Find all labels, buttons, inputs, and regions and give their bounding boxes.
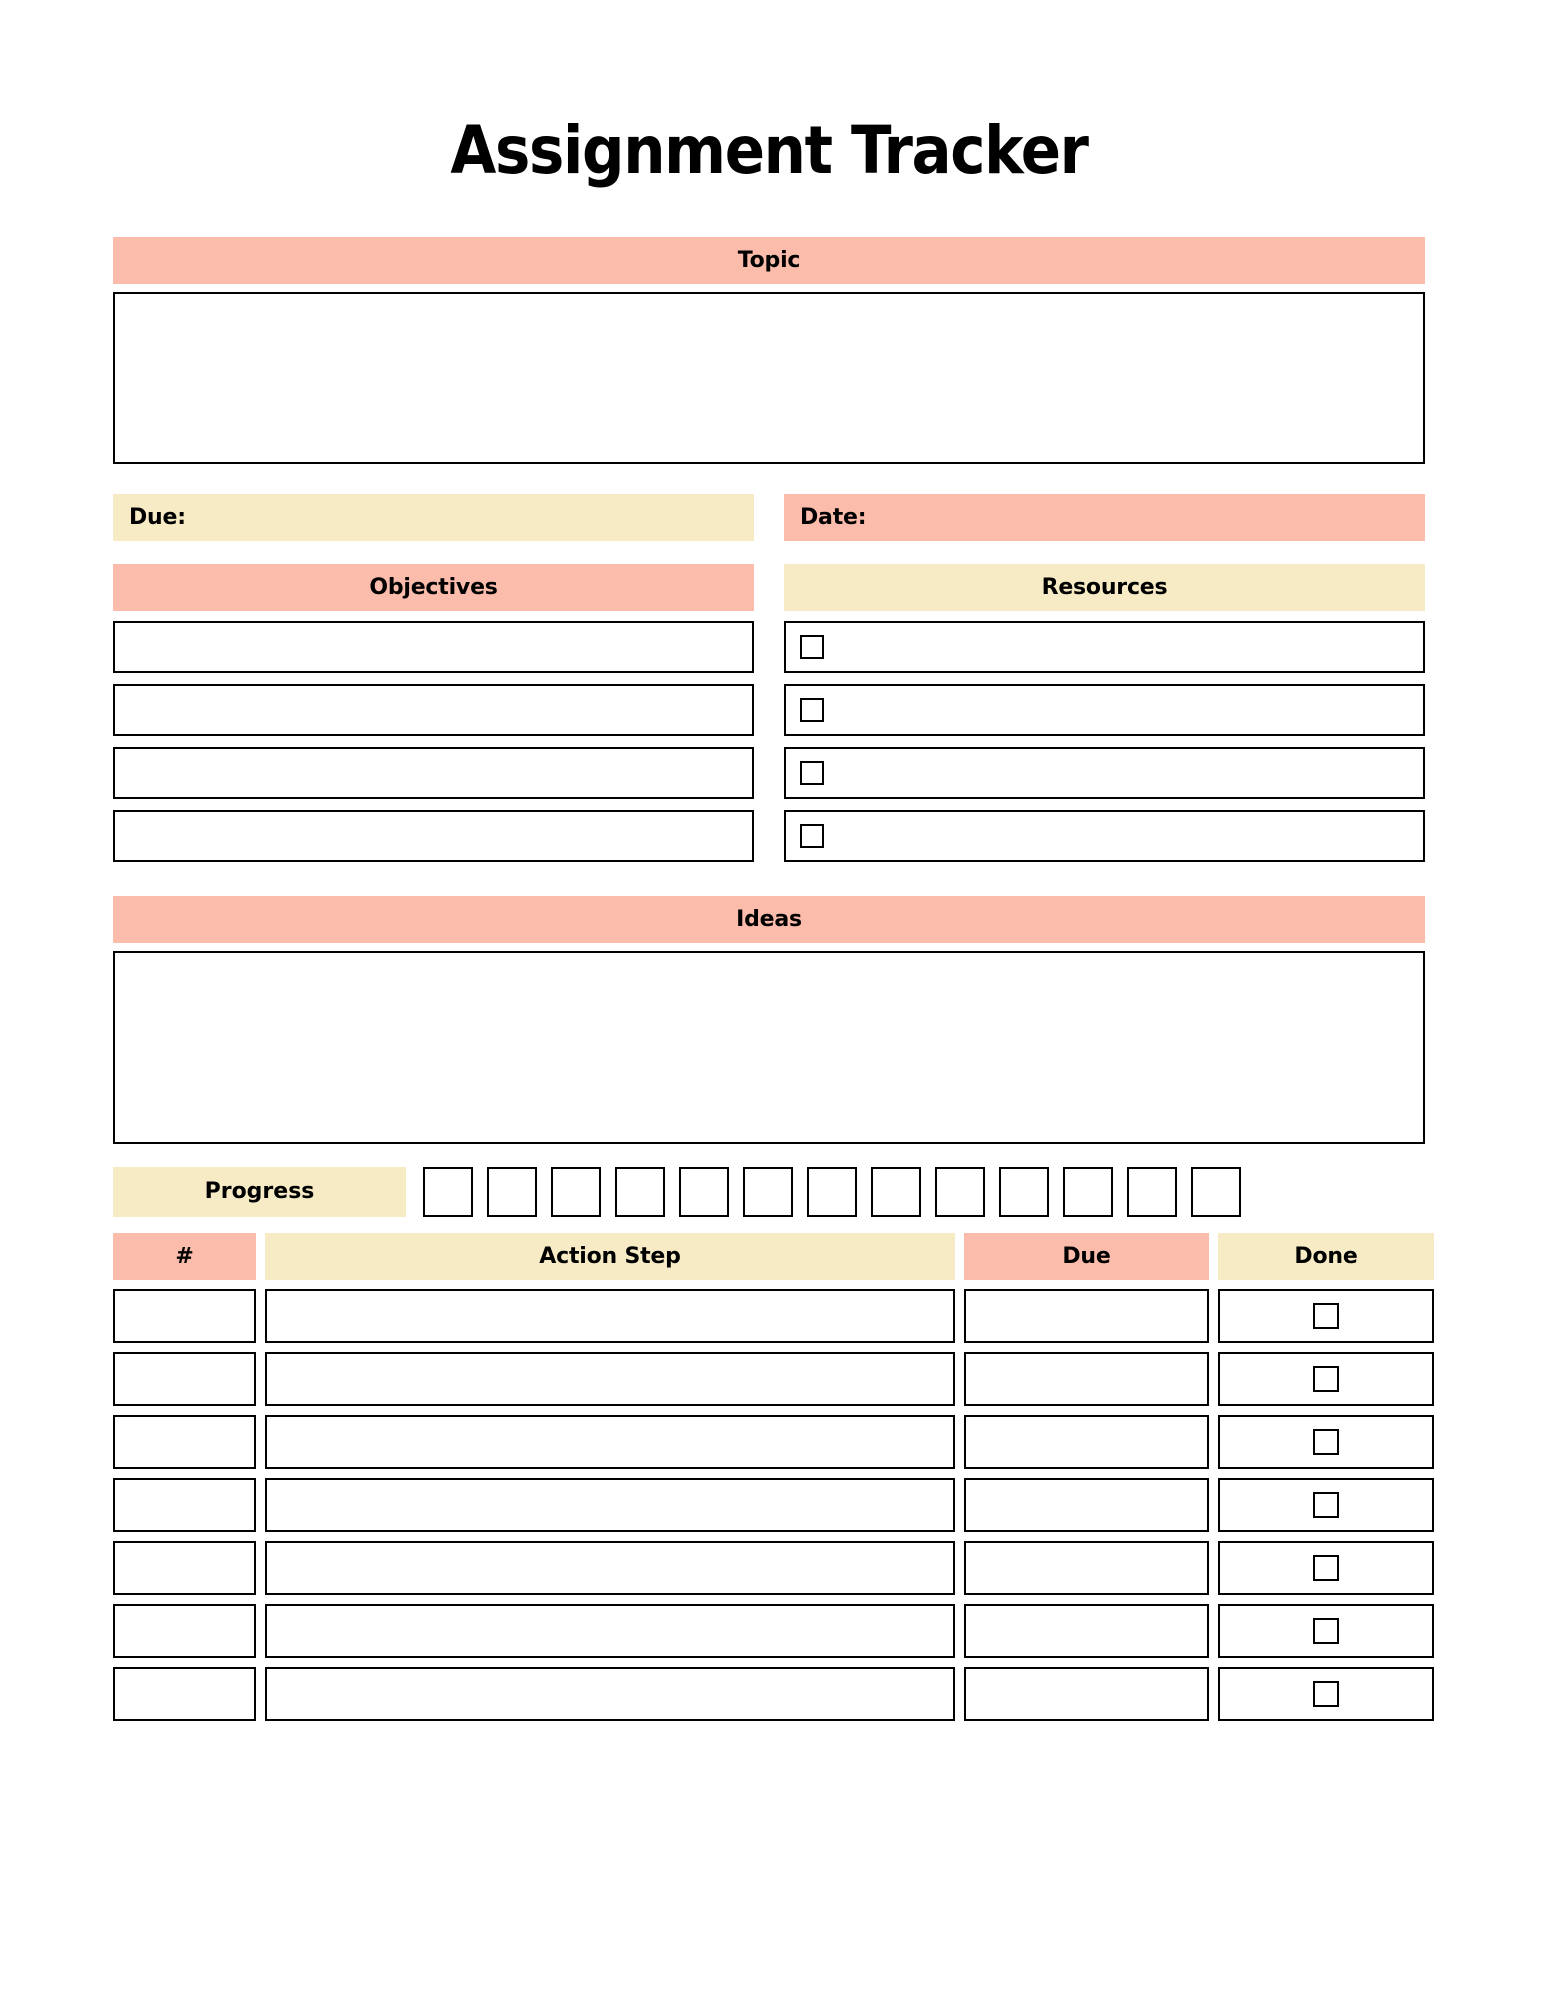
objectives-section-header: Objectives [113, 564, 754, 611]
row-6-due-cell[interactable] [964, 1604, 1209, 1658]
column-header-done: Done [1218, 1233, 1434, 1280]
checkbox-icon[interactable] [1313, 1366, 1339, 1392]
page-title: Assignment Tracker [450, 112, 1088, 189]
resource-row-4[interactable] [784, 810, 1425, 862]
progress-checkbox-4[interactable] [615, 1167, 665, 1217]
due-field[interactable]: Due: [113, 494, 754, 541]
checkbox-icon[interactable] [800, 761, 824, 785]
progress-label: Progress [113, 1167, 406, 1217]
objective-input-4[interactable] [113, 810, 754, 862]
row-2-done-cell[interactable] [1218, 1352, 1434, 1406]
progress-checkbox-group [423, 1167, 1241, 1217]
row-4-step-cell[interactable] [265, 1478, 955, 1532]
resources-list [784, 621, 1425, 873]
resource-row-2[interactable] [784, 684, 1425, 736]
row-1-number-cell[interactable] [113, 1289, 256, 1343]
row-6-step-cell[interactable] [265, 1604, 955, 1658]
row-5-done-cell[interactable] [1218, 1541, 1434, 1595]
column-header-due: Due [964, 1233, 1209, 1280]
progress-checkbox-9[interactable] [935, 1167, 985, 1217]
row-7-step-cell[interactable] [265, 1667, 955, 1721]
action-step-table [113, 1233, 1425, 1721]
row-5-due-cell[interactable] [964, 1541, 1209, 1595]
row-7-number-cell[interactable] [113, 1667, 256, 1721]
checkbox-icon[interactable] [1313, 1303, 1339, 1329]
table-header-row [113, 1233, 1425, 1280]
table-row [113, 1604, 1425, 1658]
progress-checkbox-12[interactable] [1127, 1167, 1177, 1217]
checkbox-icon[interactable] [800, 698, 824, 722]
resource-row-1[interactable] [784, 621, 1425, 673]
table-row [113, 1667, 1425, 1721]
checkbox-icon[interactable] [800, 635, 824, 659]
column-header-number: # [113, 1233, 256, 1280]
progress-checkbox-1[interactable] [423, 1167, 473, 1217]
row-7-due-cell[interactable] [964, 1667, 1209, 1721]
topic-section-header: Topic [113, 237, 1425, 284]
objective-input-3[interactable] [113, 747, 754, 799]
worksheet-content [113, 0, 1425, 1730]
row-6-done-cell[interactable] [1218, 1604, 1434, 1658]
checkbox-icon[interactable] [1313, 1429, 1339, 1455]
progress-checkbox-6[interactable] [743, 1167, 793, 1217]
row-1-step-cell[interactable] [265, 1289, 955, 1343]
due-date-row [113, 494, 1425, 541]
date-field[interactable]: Date: [784, 494, 1425, 541]
column-header-action-step: Action Step [265, 1233, 955, 1280]
objective-input-2[interactable] [113, 684, 754, 736]
objectives-resources-header-row [113, 564, 1425, 611]
progress-checkbox-11[interactable] [1063, 1167, 1113, 1217]
progress-checkbox-3[interactable] [551, 1167, 601, 1217]
table-row [113, 1478, 1425, 1532]
progress-checkbox-7[interactable] [807, 1167, 857, 1217]
row-2-step-cell[interactable] [265, 1352, 955, 1406]
row-3-step-cell[interactable] [265, 1415, 955, 1469]
row-4-number-cell[interactable] [113, 1478, 256, 1532]
resource-row-3[interactable] [784, 747, 1425, 799]
resources-column-header-wrap [784, 564, 1425, 611]
row-2-number-cell[interactable] [113, 1352, 256, 1406]
table-row [113, 1541, 1425, 1595]
ideas-section-header: Ideas [113, 896, 1425, 943]
checkbox-icon[interactable] [800, 824, 824, 848]
objectives-resources-body-row [113, 621, 1425, 873]
progress-checkbox-5[interactable] [679, 1167, 729, 1217]
progress-checkbox-2[interactable] [487, 1167, 537, 1217]
row-3-due-cell[interactable] [964, 1415, 1209, 1469]
progress-checkbox-10[interactable] [999, 1167, 1049, 1217]
row-1-due-cell[interactable] [964, 1289, 1209, 1343]
table-row [113, 1352, 1425, 1406]
row-3-number-cell[interactable] [113, 1415, 256, 1469]
progress-checkbox-8[interactable] [871, 1167, 921, 1217]
table-row [113, 1415, 1425, 1469]
checkbox-icon[interactable] [1313, 1618, 1339, 1644]
checkbox-icon[interactable] [1313, 1492, 1339, 1518]
date-column [784, 494, 1425, 541]
objective-input-1[interactable] [113, 621, 754, 673]
row-3-done-cell[interactable] [1218, 1415, 1434, 1469]
row-5-step-cell[interactable] [265, 1541, 955, 1595]
ideas-input-area[interactable] [113, 951, 1425, 1144]
row-4-due-cell[interactable] [964, 1478, 1209, 1532]
row-7-done-cell[interactable] [1218, 1667, 1434, 1721]
topic-input-area[interactable] [113, 292, 1425, 464]
objectives-column-header-wrap [113, 564, 754, 611]
objectives-list [113, 621, 754, 873]
row-2-due-cell[interactable] [964, 1352, 1209, 1406]
row-5-number-cell[interactable] [113, 1541, 256, 1595]
progress-checkbox-13[interactable] [1191, 1167, 1241, 1217]
checkbox-icon[interactable] [1313, 1555, 1339, 1581]
progress-row [113, 1167, 1425, 1217]
row-1-done-cell[interactable] [1218, 1289, 1434, 1343]
checkbox-icon[interactable] [1313, 1681, 1339, 1707]
table-row [113, 1289, 1425, 1343]
row-6-number-cell[interactable] [113, 1604, 256, 1658]
resources-section-header: Resources [784, 564, 1425, 611]
due-column [113, 494, 754, 541]
row-4-done-cell[interactable] [1218, 1478, 1434, 1532]
